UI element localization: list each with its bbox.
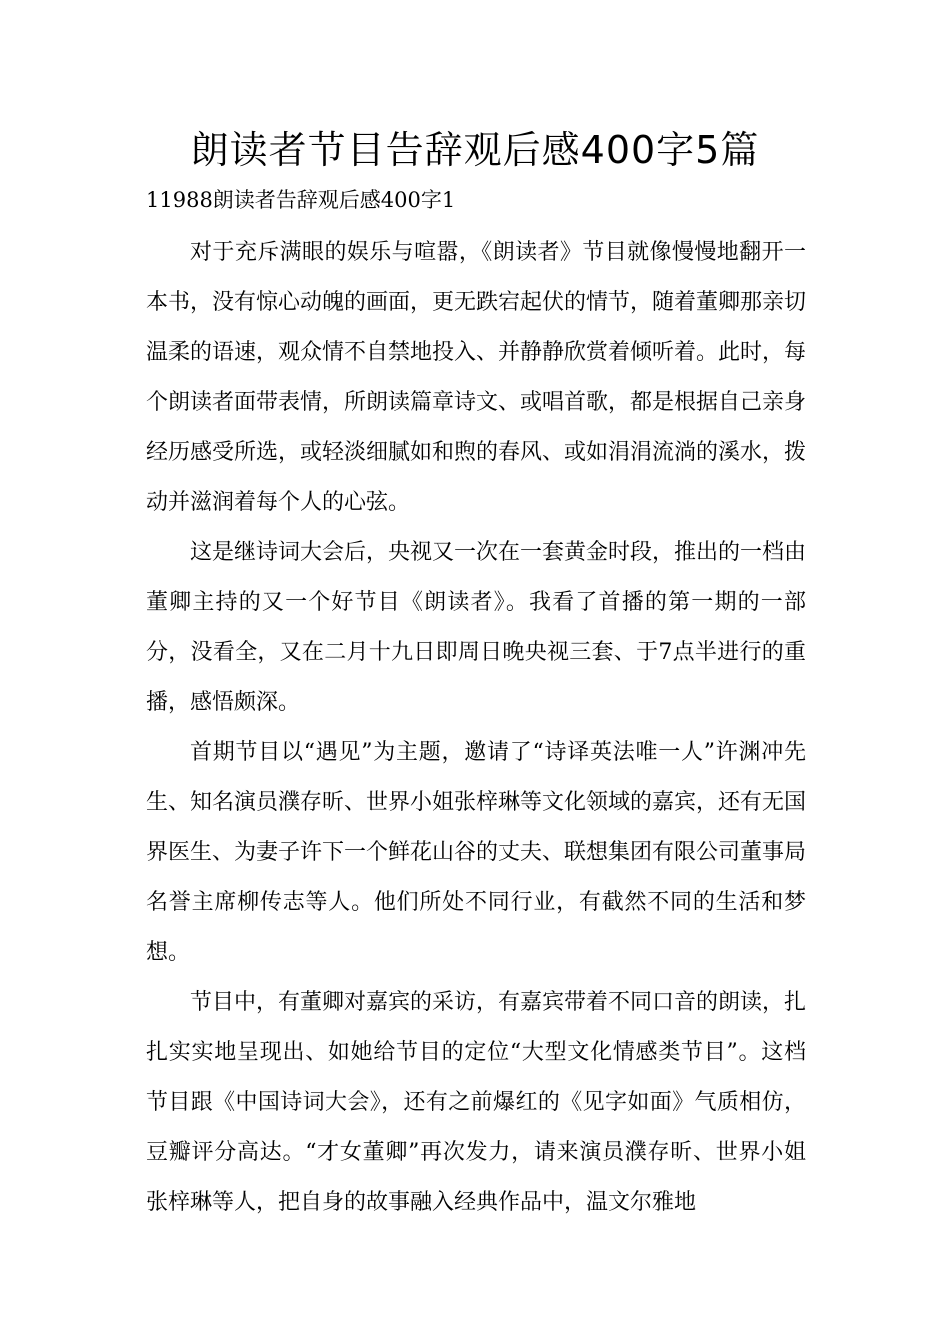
- paragraph: 对于充斥满眼的娱乐与喧嚣，《朗读者》节目就像慢慢地翻开一本书，没有惊心动魄的画面，更无跌宕起伏的情节，随着董卿那亲切温柔的语速，观众情不自禁地投入、并静静欣赏着倾听着。此时，每个朗读者面带表情，所朗读篇章诗文、或唱首歌，都是根据自己亲身经历感受所选，或轻淡细腻如和煦的春风、或如涓涓流淌的溪水，拨动并滋润着每个人的心弦。: [146, 240, 807, 515]
- document-subtitle: 11988朗读者告辞观后感400字1: [146, 188, 456, 212]
- document-title: 朗读者节目告辞观后感400字5篇: [190, 128, 760, 172]
- paragraph: 这是继诗词大会后，央视又一次在一套黄金时段，推出的一档由董卿主持的又一个好节目《朗读者》。我看了首播的第一期的一部分，没看全，又在二月十九日即周日晚央视三套、于7点半进行的重播，感悟颇深。: [146, 540, 807, 715]
- paragraph: 首期节目以“遇见”为主题，邀请了“诗译英法唯一人”许渊冲先生、知名演员濮存昕、世界小姐张梓琳等文化领域的嘉宾，还有无国界医生、为妻子许下一个鲜花山谷的丈夫、联想集团有限公司董事局名誉主席柳传志等人。他们所处不同行业，有截然不同的生活和梦想。: [146, 740, 807, 965]
- paragraph: 节目中，有董卿对嘉宾的采访，有嘉宾带着不同口音的朗读，扎扎实实地呈现出、如她给节目的定位“大型文化情感类节目”。这档节目跟《中国诗词大会》，还有之前爆红的《见字如面》气质相仿，豆瓣评分高达。“才女董卿”再次发力，请来演员濮存昕、世界小姐张梓琳等人，把自身的故事融入经典作品中，温文尔雅地: [146, 990, 807, 1215]
- document-body: [146, 228, 806, 1228]
